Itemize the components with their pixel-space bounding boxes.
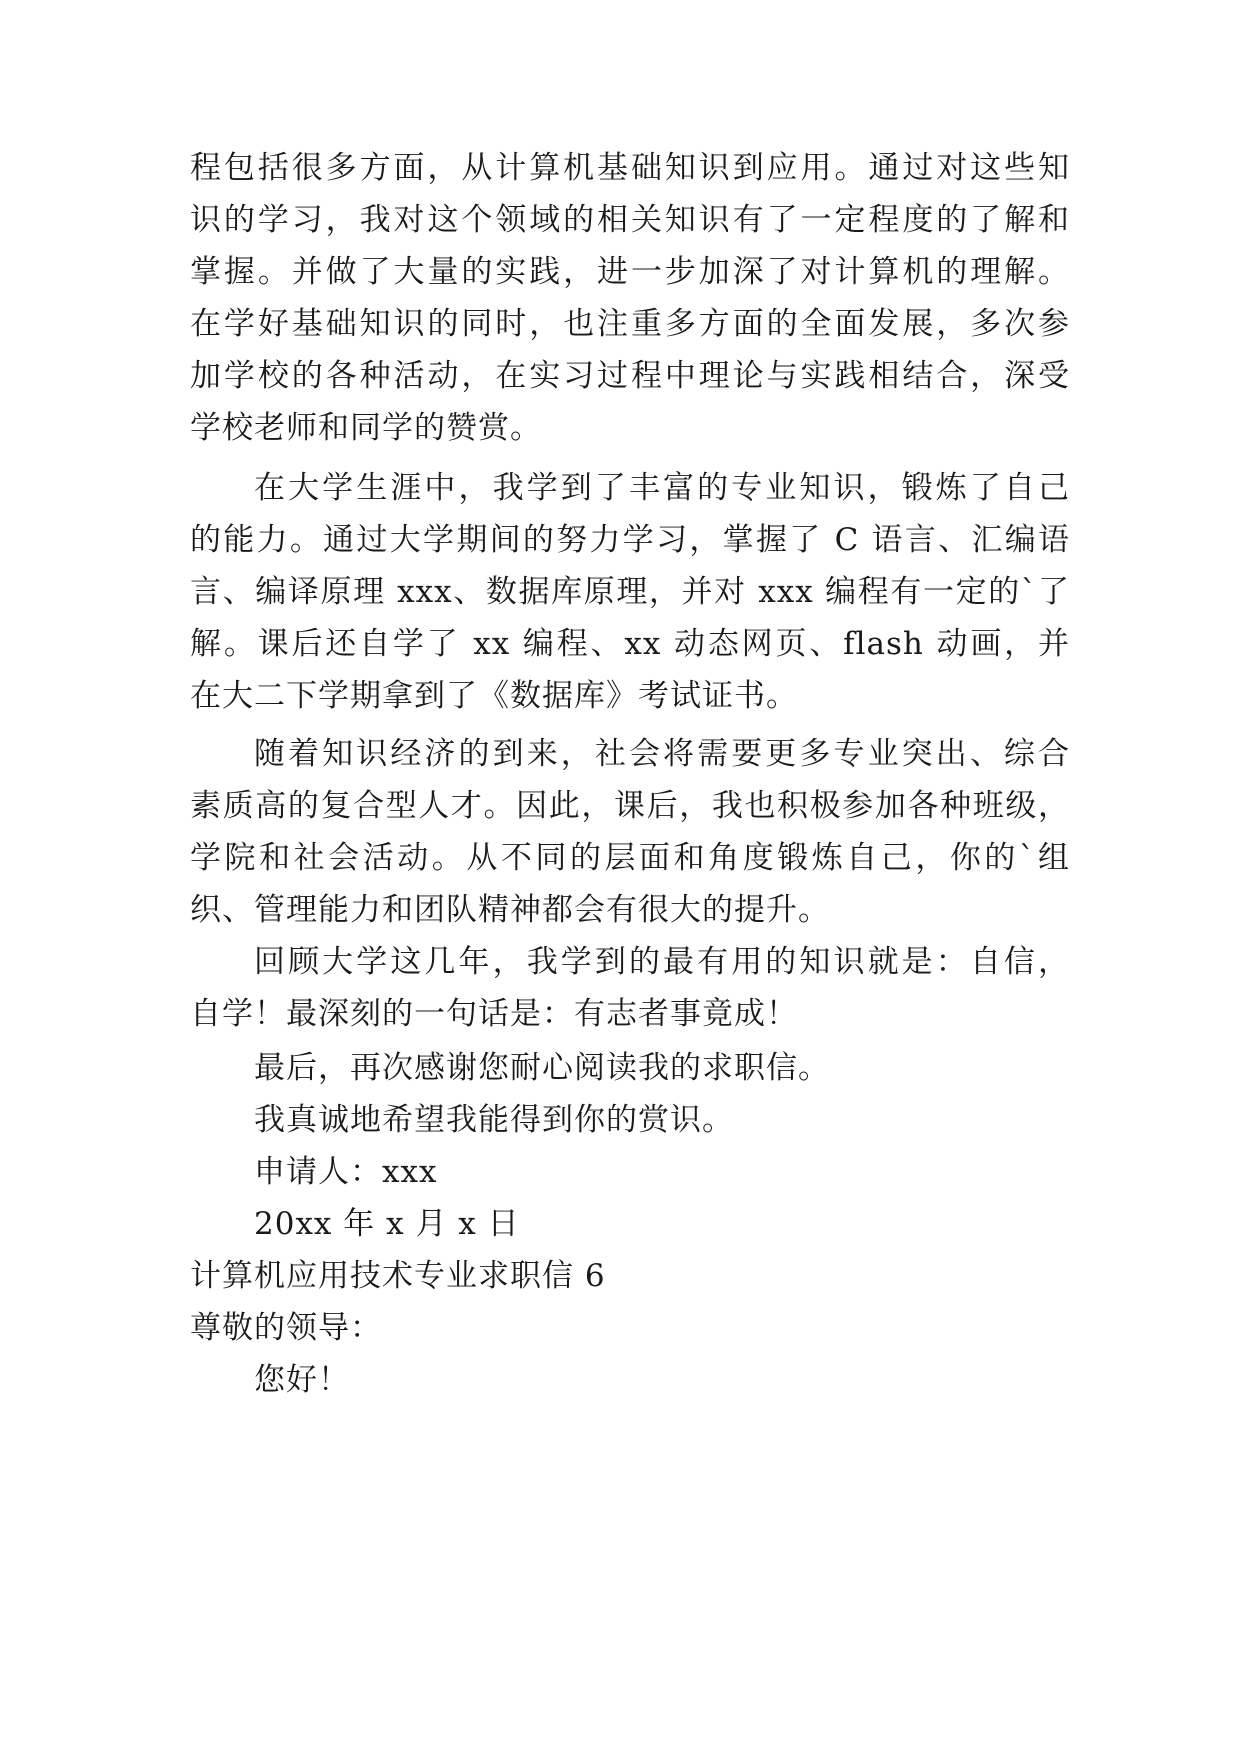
closing-line: 我真诚地希望我能得到你的赏识。	[254, 1102, 734, 1138]
salutation: 尊敬的领导：	[190, 1310, 382, 1346]
body-line: 学校老师和同学的赞赏。	[190, 410, 542, 446]
closing-line: 最后，再次感谢您耐心阅读我的求职信。	[254, 1050, 830, 1086]
body-line: 织、管理能力和团队精神都会有很大的提升。	[190, 892, 830, 928]
body-line: 识的学习，我对这个领域的相关知识有了一定程度的了解和	[190, 202, 1070, 238]
body-line: 的能力。通过大学期间的努力学习，掌握了 C 语言、汇编语	[190, 522, 1070, 558]
body-line: 加学校的各种活动，在实习过程中理论与实践相结合，深受	[190, 358, 1070, 394]
body-line: 言、编译原理 xxx、数据库原理，并对 xxx 编程有一定的`了	[190, 574, 1070, 610]
paragraph-first-line: 在大学生涯中，我学到了丰富的专业知识，锻炼了自己	[254, 470, 1070, 506]
section-title: 计算机应用技术专业求职信 6	[190, 1258, 606, 1294]
greeting: 您好！	[254, 1362, 350, 1398]
body-line: 掌握。并做了大量的实践，进一步加深了对计算机的理解。	[190, 254, 1070, 290]
body-line: 程包括很多方面，从计算机基础知识到应用。通过对这些知	[190, 150, 1070, 186]
body-line: 素质高的复合型人才。因此，课后，我也积极参加各种班级，	[190, 788, 1070, 824]
date-line: 20xx 年 x 月 x 日	[254, 1206, 520, 1242]
body-line: 在大二下学期拿到了《数据库》考试证书。	[190, 678, 798, 714]
body-line: 在学好基础知识的同时，也注重多方面的全面发展，多次参	[190, 306, 1070, 342]
paragraph-first-line: 随着知识经济的到来，社会将需要更多专业突出、综合	[254, 736, 1070, 772]
applicant-line: 申请人：xxx	[254, 1154, 438, 1190]
body-line: 学院和社会活动。从不同的层面和角度锻炼自己，你的`组	[190, 840, 1070, 876]
paragraph-first-line: 回顾大学这几年，我学到的最有用的知识就是：自信，	[254, 944, 1070, 980]
body-line: 自学！最深刻的一句话是：有志者事竟成！	[190, 996, 798, 1032]
body-line: 解。课后还自学了 xx 编程、xx 动态网页、flash 动画，并	[190, 626, 1070, 662]
